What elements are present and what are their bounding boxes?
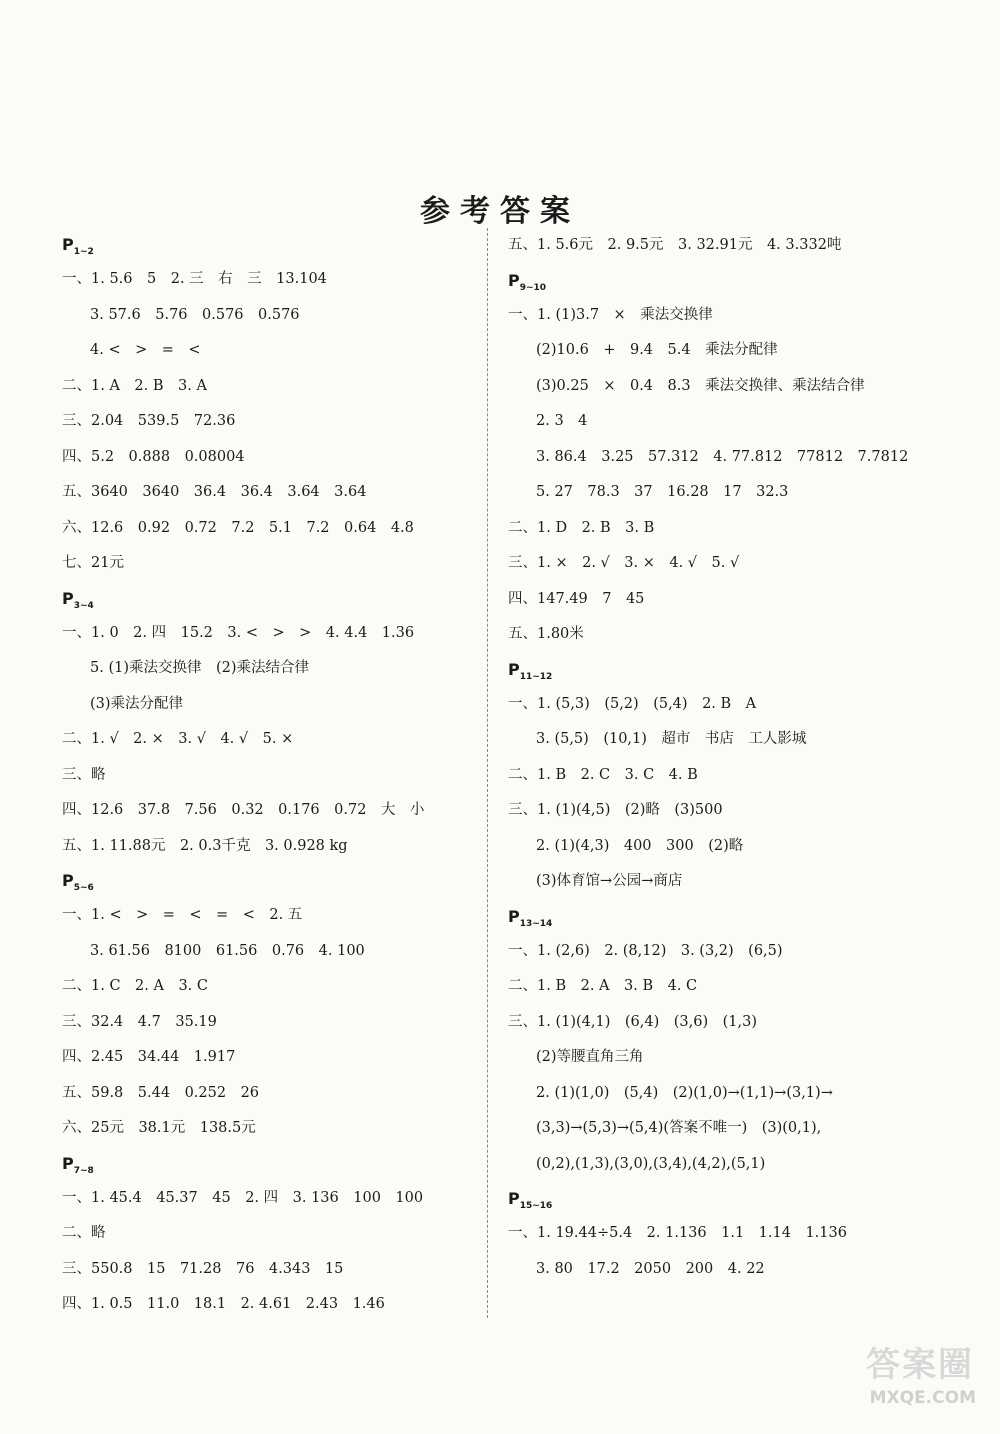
answer-line: 一、1. (1)3.7 × 乘法交换律	[508, 306, 713, 323]
answer-line: 四、5.2 0.888 0.08004	[62, 448, 245, 465]
answer-section	[508, 653, 938, 900]
answer-section	[62, 1147, 472, 1323]
answer-line: 3. 61.56 8100 61.56 0.76 4. 100	[90, 942, 365, 959]
answer-line: 2. (1)(1,0) (5,4) (2)(1,0)→(1,1)→(3,1)→	[536, 1084, 833, 1101]
answer-line: 3. (5,5) (10,1) 超市 书店 工人影城	[536, 731, 807, 747]
answer-line: 六、12.6 0.92 0.72 7.2 5.1 7.2 0.64 4.8	[62, 519, 414, 536]
page-range-heading	[508, 1182, 938, 1216]
answer-line: 一、1. (5,3) (5,2) (5,4) 2. B A	[508, 695, 757, 712]
answers-right-column	[508, 228, 938, 1287]
column-divider	[487, 228, 488, 1318]
answer-line: 一、1. 0 2. 四 15.2 3. < > > 4. 4.4 1.36	[62, 624, 415, 641]
answer-line: (3)体育馆→公园→商店	[536, 873, 683, 889]
answer-section	[508, 900, 938, 1183]
answer-line: (3)乘法分配律	[90, 695, 184, 712]
page-range-letter: P	[62, 871, 74, 890]
answer-line: 五、1. 5.6元 2. 9.5元 3. 32.91元 4. 3.332吨	[508, 237, 842, 253]
answer-line: 一、1. 19.44÷5.4 2. 1.136 1.1 1.14 1.136	[508, 1225, 847, 1241]
page-range-numbers: 1~2	[73, 247, 94, 258]
page-range-letter: P	[508, 659, 520, 679]
answer-line: 二、1. C 2. A 3. C	[62, 978, 208, 994]
page-title: 参考答案	[420, 194, 580, 229]
page-range-numbers: 13~14	[519, 918, 553, 929]
answer-line: (3)0.25 × 0.4 8.3 乘法交换律、乘法结合律	[536, 377, 865, 394]
watermark-logo: 答案圈	[866, 1345, 974, 1385]
page-range-numbers: 9~10	[519, 282, 547, 293]
answer-section	[508, 228, 938, 264]
answer-line: 二、1. D 2. B 3. B	[508, 519, 655, 536]
answer-line: 三、2.04 539.5 72.36	[62, 413, 236, 429]
page-range-heading	[62, 228, 472, 262]
answer-line: 七、21元	[62, 555, 124, 571]
page-range-heading	[508, 653, 938, 687]
answer-section	[62, 228, 472, 582]
answer-line: 三、1. (1)(4,5) (2)略 (3)500	[508, 802, 723, 818]
answer-line: 三、1. × 2. √ 3. × 4. √ 5. √	[508, 555, 740, 571]
answer-line: 三、略	[62, 766, 106, 783]
page-range-letter: P	[62, 235, 74, 254]
answer-line: 二、1. √ 2. × 3. √ 4. √ 5. ×	[62, 731, 294, 747]
answer-line: 2. (1)(4,3) 400 300 (2)略	[536, 837, 744, 854]
answer-section	[62, 864, 472, 1147]
answer-section	[508, 1182, 938, 1287]
watermark	[832, 1332, 982, 1412]
answer-line: (2)等腰直角三角	[536, 1049, 644, 1065]
answer-line: 四、12.6 37.8 7.56 0.32 0.176 0.72 大 小	[62, 802, 425, 818]
answer-line: 2. 3 4	[536, 413, 588, 429]
answer-line: 一、1. (2,6) 2. (8,12) 3. (3,2) (6,5)	[508, 942, 783, 959]
answer-line: 三、550.8 15 71.28 76 4.343 15	[62, 1260, 344, 1277]
answer-line: 五、1.80米	[508, 626, 584, 642]
answer-section	[508, 264, 938, 653]
answer-line: 四、1. 0.5 11.0 18.1 2. 4.61 2.43 1.46	[62, 1296, 385, 1312]
answer-line: 四、2.45 34.44 1.917	[62, 1049, 236, 1065]
page-range-numbers: 5~6	[73, 883, 94, 894]
answer-line: (0,2),(1,3),(3,0),(3,4),(4,2),(5,1)	[536, 1155, 766, 1172]
page-range-numbers: 7~8	[73, 1165, 94, 1176]
answer-line: 一、1. < > = < = < 2. 五	[62, 907, 303, 923]
answer-line: 5. (1)乘法交换律 (2)乘法结合律	[90, 660, 310, 676]
page-range-numbers: 11~12	[519, 671, 553, 682]
page-range-heading	[508, 264, 938, 298]
answer-section	[62, 582, 472, 865]
page-range-heading	[62, 1147, 472, 1181]
answer-line: 二、1. B 2. C 3. C 4. B	[508, 766, 698, 783]
answer-line: 五、1. 11.88元 2. 0.3千克 3. 0.928 kg	[62, 837, 348, 854]
answer-line: 二、1. A 2. B 3. A	[62, 377, 207, 394]
answer-line: 5. 27 78.3 37 16.28 17 32.3	[536, 484, 789, 500]
answer-line: 五、59.8 5.44 0.252 26	[62, 1084, 260, 1101]
answer-line: (3,3)→(5,3)→(5,4)(答案不唯一) (3)(0,1),	[536, 1120, 822, 1136]
watermark-url: MXQE.COM	[869, 1388, 976, 1408]
answer-line: 二、1. B 2. A 3. B 4. C	[508, 978, 698, 994]
page-range-letter: P	[508, 270, 520, 290]
page-range-heading	[62, 864, 472, 898]
page-range-heading	[508, 900, 938, 934]
answer-line: 3. 86.4 3.25 57.312 4. 77.812 77812 7.7812	[536, 448, 909, 465]
answer-line: 一、1. 45.4 45.37 45 2. 四 3. 136 100 100	[62, 1189, 424, 1206]
page-range-letter: P	[508, 906, 520, 926]
answer-line: 3. 57.6 5.76 0.576 0.576	[90, 306, 300, 323]
answer-line: 四、147.49 7 45	[508, 590, 645, 607]
answer-line: (2)10.6 + 9.4 5.4 乘法分配律	[536, 342, 778, 358]
answer-line: 五、3640 3640 36.4 36.4 3.64 3.64	[62, 484, 367, 500]
answer-line: 三、1. (1)(4,1) (6,4) (3,6) (1,3)	[508, 1013, 757, 1030]
page-range-letter: P	[62, 588, 74, 608]
answer-line: 3. 80 17.2 2050 200 4. 22	[536, 1260, 765, 1277]
answer-line: 三、32.4 4.7 35.19	[62, 1013, 217, 1030]
answer-line: 一、1. 5.6 5 2. 三 右 三 13.104	[62, 271, 327, 287]
page-range-heading	[62, 582, 472, 616]
page-range-letter: P	[62, 1153, 74, 1173]
page-range-letter: P	[508, 1189, 520, 1208]
page-range-numbers: 15~16	[519, 1201, 553, 1212]
answer-line: 六、25元 38.1元 138.5元	[62, 1120, 256, 1136]
answer-line: 4. < > = <	[90, 342, 201, 358]
answer-line: 二、略	[62, 1225, 106, 1241]
answers-left-column	[62, 228, 472, 1323]
page-range-numbers: 3~4	[73, 600, 94, 611]
